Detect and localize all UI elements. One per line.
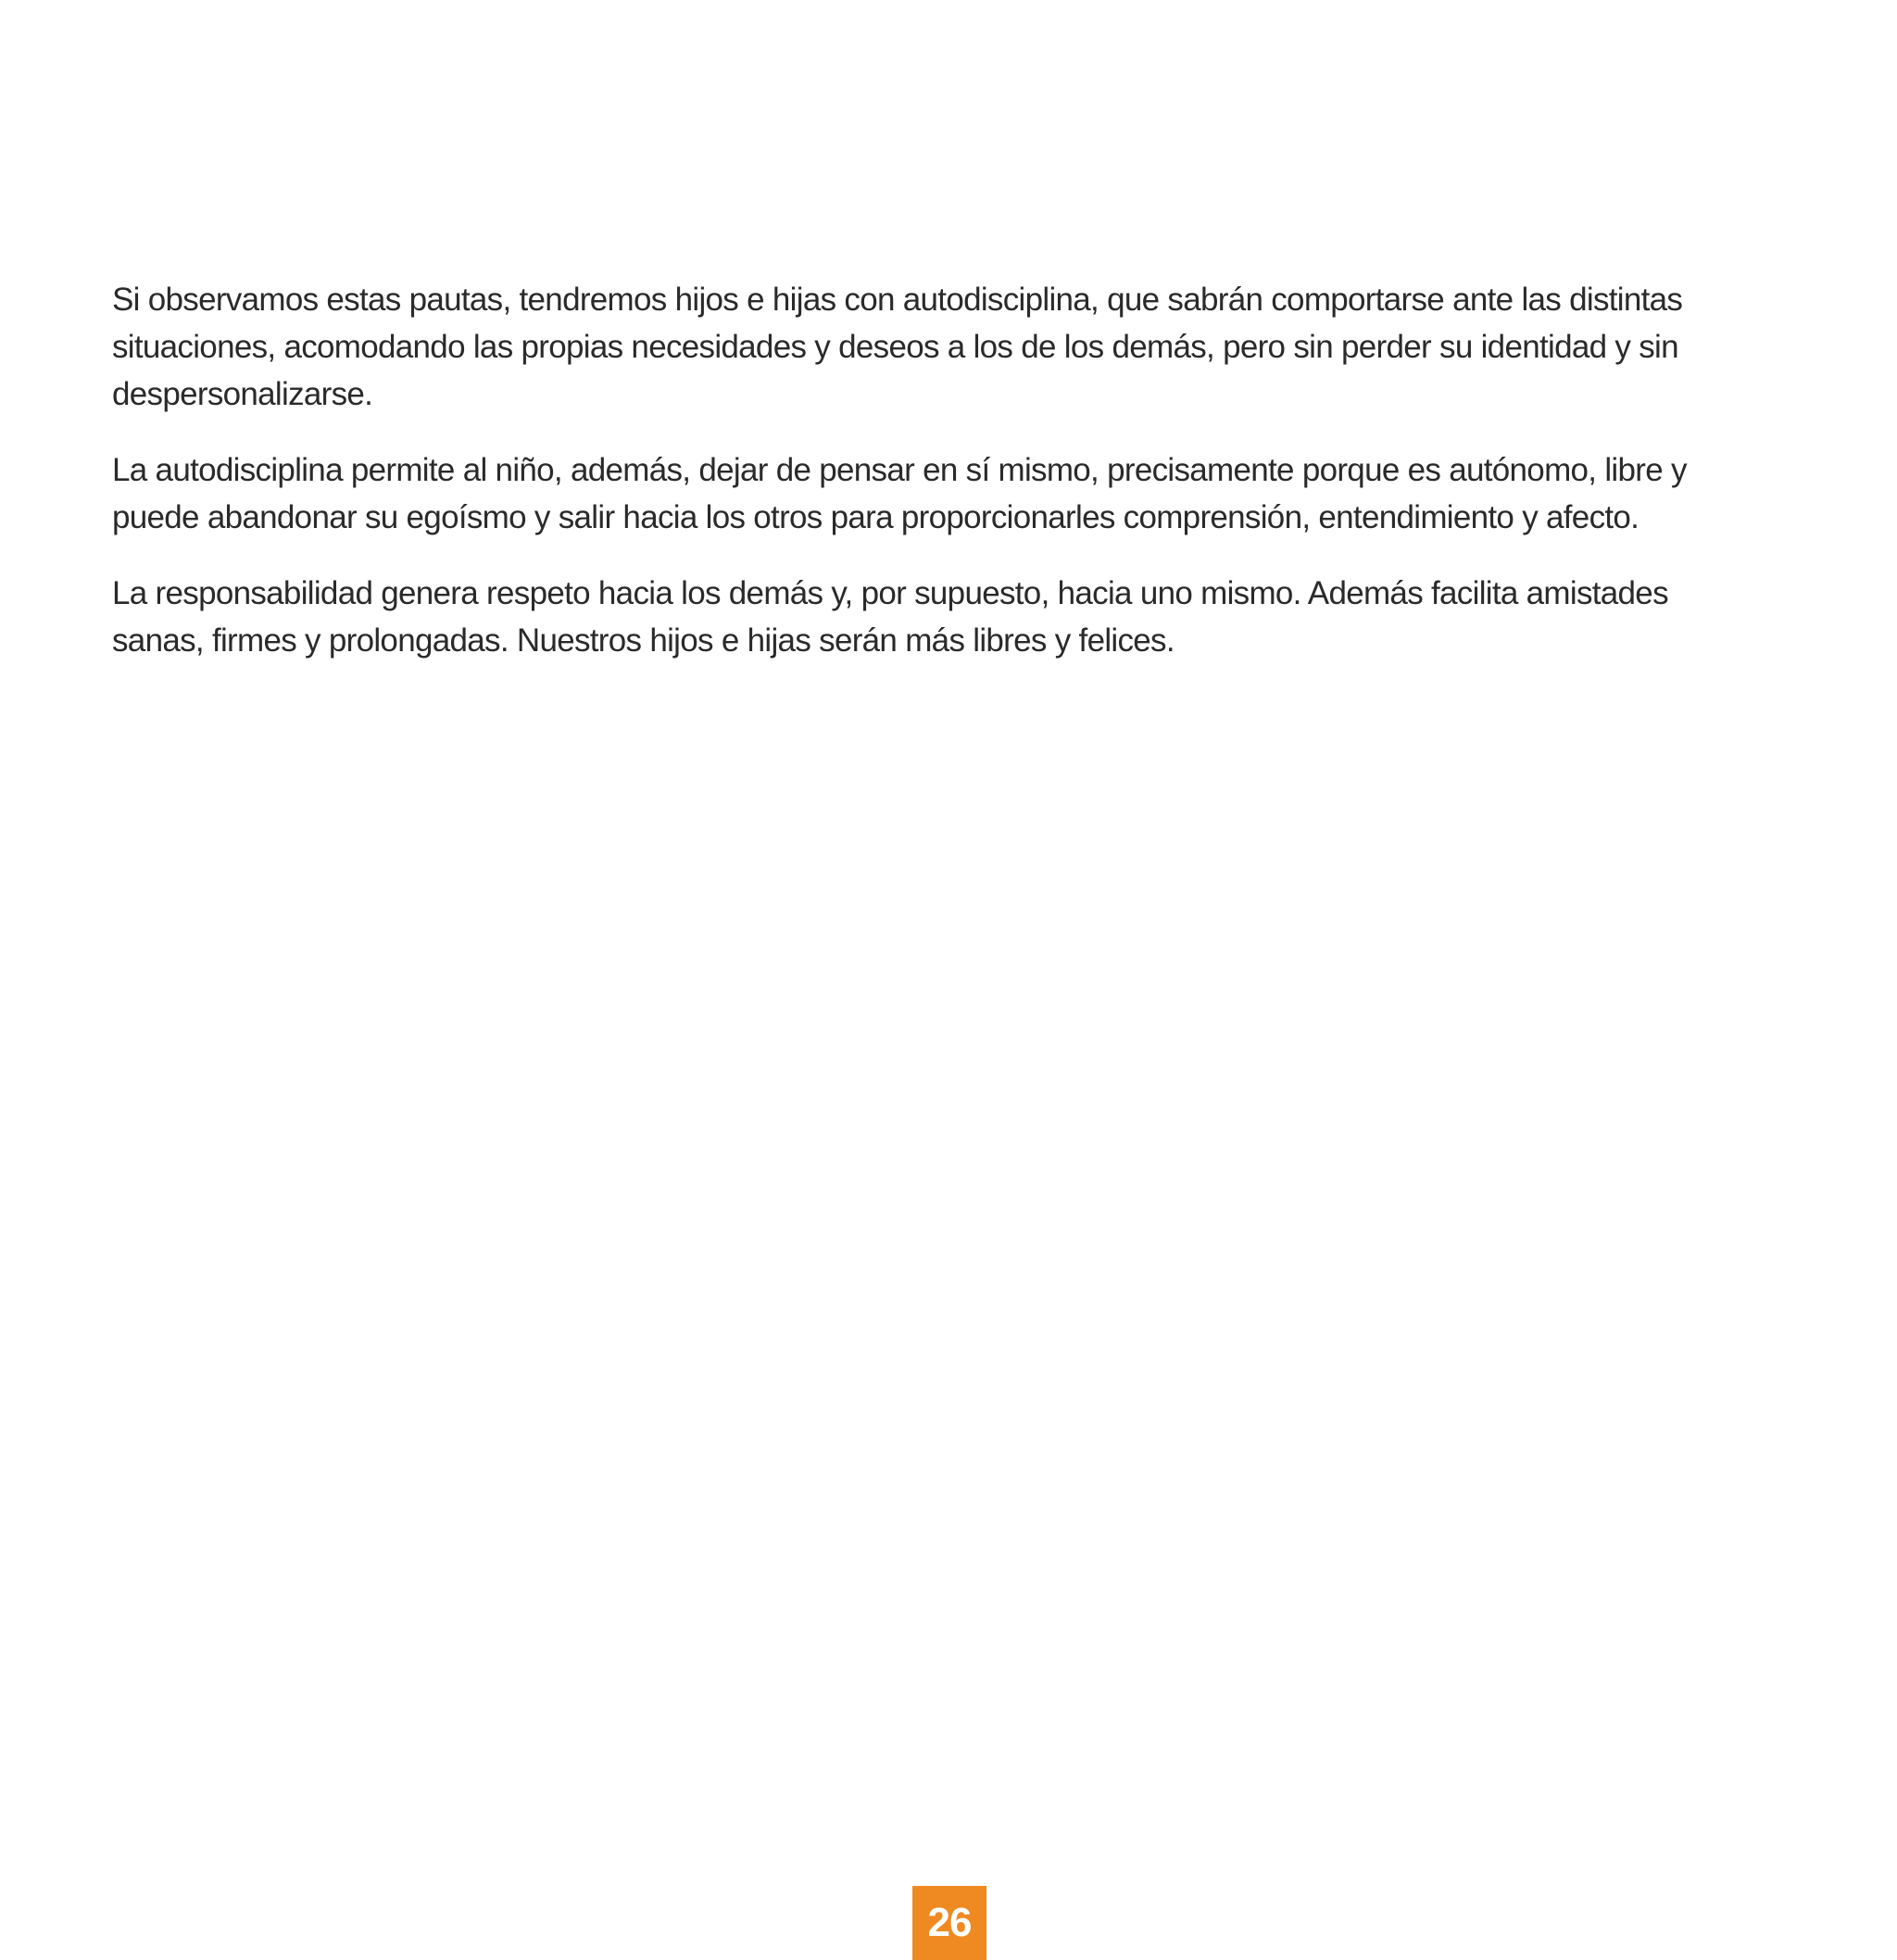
page-number: 26 xyxy=(927,1900,972,1945)
paragraph-2: La autodisciplina permite al niño, además, dejar de pensar en sí mismo, precisamente porque es autónomo, libre y puede abandonar su egoísmo y salir hacia los otros para proporcionarles comprensión, entendimiento y afecto. xyxy=(112,452,1687,535)
paragraph-1: Si observamos estas pautas, tendremos hijos e hijas con autodisciplina, que sabrán comportarse ante las distintas situaciones, acomodando las propias necesidades y deseos a los de los demás, pero sin perder su identidad y sin despersonalizarse. xyxy=(112,282,1683,412)
page-number-box xyxy=(912,1886,986,1960)
paragraph-3: La responsabilidad genera respeto hacia los demás y, por supuesto, hacia uno mismo. Además facilita amistades sanas, firmes y prolongadas. Nuestros hijos e hijas serán más libres y felices. xyxy=(112,575,1668,659)
page-body xyxy=(112,276,1742,693)
